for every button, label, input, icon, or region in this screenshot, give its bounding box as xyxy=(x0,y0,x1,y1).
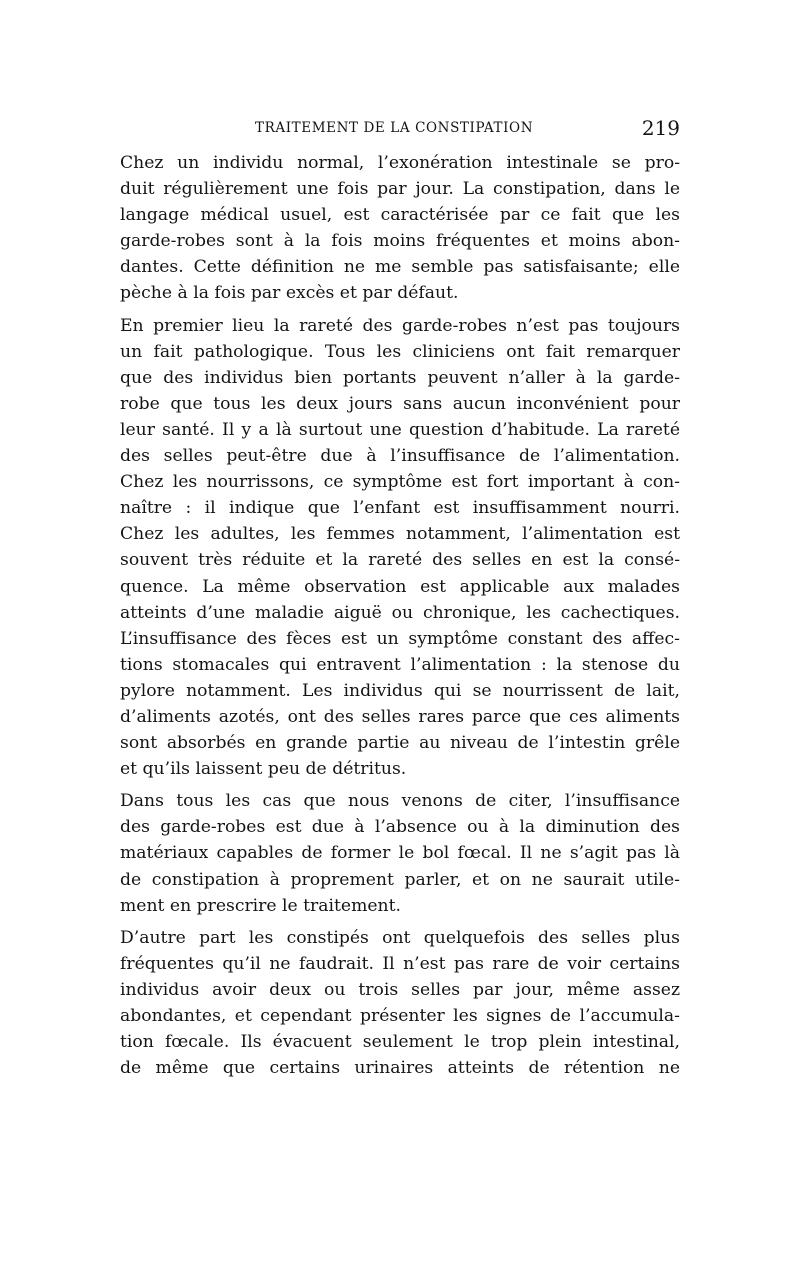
text-line: pèche à la fois par excès et par défaut. xyxy=(120,283,459,304)
running-title: TRAITEMENT DE LA CONSTIPATION xyxy=(255,120,534,136)
text-line: des garde-robes est due à l’absence ou à la diminution des xyxy=(120,817,680,838)
text-line: et qu’ils laissent peu de détritus. xyxy=(120,759,407,780)
text-line: naître : il indique que l’enfant est insuffisamment nourri. xyxy=(120,498,680,519)
body-text xyxy=(120,150,680,1087)
text-line: individus avoir deux ou trois selles par jour, même assez xyxy=(120,979,680,1000)
text-line: Chez les adultes, les femmes notamment, l’alimentation est xyxy=(120,524,680,545)
text-line: ment en prescrire le traitement. xyxy=(120,895,402,916)
text-line: des selles peut-être due à l’insuffisance de l’alimentation. xyxy=(120,446,680,467)
text-line: que des individus bien portants peuvent n’aller à la garde- xyxy=(120,367,680,388)
text-line: Chez un individu normal, l’exonération intestinale se pro- xyxy=(120,153,680,173)
text-line: d’aliments azotés, ont des selles rares parce que ces aliments xyxy=(120,706,680,727)
text-line: pylore notamment. Les individus qui se nourrissent de lait, xyxy=(120,680,680,701)
text-line: L’insuffisance des fèces est un symptôme constant des affec- xyxy=(120,628,680,649)
text-line: quence. La même observation est applicable aux malades xyxy=(120,576,680,597)
text-line: robe que tous les deux jours sans aucun inconvénient pour xyxy=(120,393,680,414)
text-line: garde-robes sont à la fois moins fréquentes et moins abon- xyxy=(120,231,680,252)
text-line: duit régulièrement une fois par jour. La constipation, dans le xyxy=(120,179,680,200)
paragraph-3 xyxy=(120,788,680,918)
paragraph-4 xyxy=(120,925,680,1082)
text-line: sont absorbés en grande partie au niveau de l’intestin grêle xyxy=(120,733,680,754)
text-line: langage médical usuel, est caractérisée par ce fait que les xyxy=(120,205,680,226)
paragraph-1 xyxy=(120,150,680,307)
text-line: D’autre part les constipés ont quelquefois des selles plus xyxy=(120,927,680,948)
text-line: fréquentes qu’il ne faudrait. Il n’est pas rare de voir certains xyxy=(120,953,680,974)
text-line: Chez les nourrissons, ce symptôme est fort important à con- xyxy=(120,472,680,493)
text-line: tion fœcale. Ils évacuent seulement le trop plein intestinal, xyxy=(120,1032,680,1053)
text-line: dantes. Cette définition ne me semble pas satisfaisante; elle xyxy=(120,257,680,278)
text-line: atteints d’une maladie aiguë ou chronique, les cachectiques. xyxy=(120,602,680,623)
text-line: de même que certains urinaires atteints de rétention ne xyxy=(120,1058,680,1079)
text-line: abondantes, et cependant présenter les signes de l’accumula- xyxy=(120,1006,680,1026)
paragraph-2 xyxy=(120,313,680,783)
text-line: de constipation à proprement parler, et on ne saurait utile- xyxy=(120,869,680,890)
text-line: tions stomacales qui entravent l’alimentation : la stenose du xyxy=(120,654,680,675)
text-line: souvent très réduite et la rareté des selles en est la consé- xyxy=(120,550,680,571)
text-line: leur santé. Il y a là surtout une question d’habitude. La rareté xyxy=(120,419,680,440)
text-line: matériaux capables de former le bol fœcal. Il ne s’agit pas là xyxy=(120,843,680,864)
text-line: Dans tous les cas que nous venons de citer, l’insuffisance xyxy=(120,791,680,812)
text-line: En premier lieu la rareté des garde-robes n’est pas toujours xyxy=(120,315,680,336)
text-line: un fait pathologique. Tous les cliniciens ont fait remarquer xyxy=(120,341,680,362)
page-header xyxy=(120,116,680,142)
page-number: 219 xyxy=(641,116,680,140)
